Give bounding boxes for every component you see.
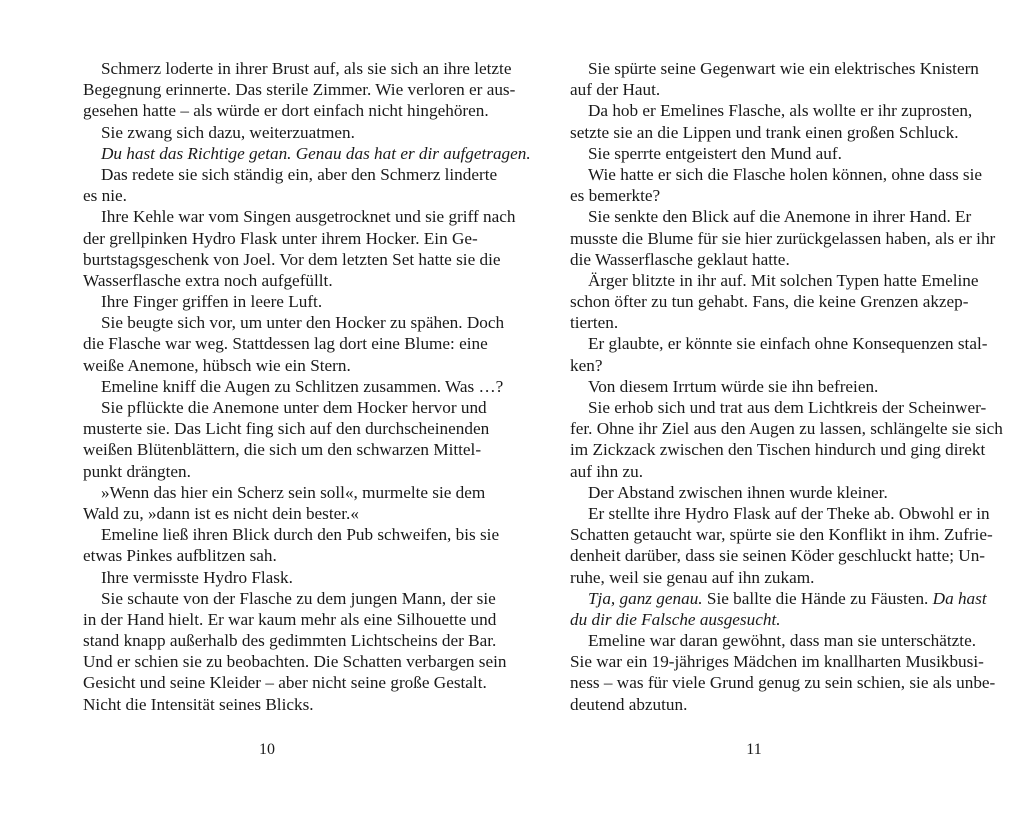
text-line: schon öfter zu tun gehabt. Fans, die keine Grenzen akzep- [570, 292, 969, 312]
italic-text-line: du dir die Falsche ausgesucht. [570, 609, 781, 629]
text-line: Da hob er Emelines Flasche, als wollte er ihr zuprosten, [588, 101, 973, 121]
text-line: stand knapp außerhalb des gedimmten Lichtscheins der Bar. [83, 631, 497, 651]
text-line: ness – was für viele Grund genug zu sein schien, sie als unbe- [570, 673, 996, 693]
page-number: 10 [259, 741, 275, 758]
text-line: Ärger blitzte in ihr auf. Mit solchen Typen hatte Emeline [588, 270, 979, 290]
text-line: weißen Blütenblättern, die sich um den schwarzen Mittel- [83, 440, 482, 460]
text-line: Ihre Finger griffen in leere Luft. [101, 292, 323, 312]
left-page [83, 58, 531, 778]
roman-text: Sie ballte die Hände zu Fäusten. [702, 588, 933, 608]
text-line: auf der Haut. [570, 80, 661, 100]
text-line: Sie beugte sich vor, um unter den Hocker zu spähen. Doch [101, 313, 505, 333]
text-line: Sie pflückte die Anemone unter dem Hocker hervor und [101, 398, 487, 417]
text-line: Wasserflasche extra noch aufgefüllt. [83, 270, 333, 290]
italic-text: Da hast [932, 588, 987, 608]
mixed-style-text-line [570, 588, 987, 609]
text-line: Gesicht und seine Kleider – aber nicht seine große Gestalt. [83, 673, 487, 693]
text-line: »Wenn das hier ein Scherz sein soll«, murmelte sie dem [101, 482, 486, 502]
text-line: Er stellte ihre Hydro Flask auf der Theke ab. Obwohl er in [588, 503, 990, 523]
text-line: setzte sie an die Lippen und trank einen großen Schluck. [570, 122, 959, 142]
text-line: fer. Ohne ihr Ziel aus den Augen zu lassen, schlängelte sie sich [570, 419, 1003, 439]
text-line: Sie erhob sich und trat aus dem Lichtkreis der Scheinwer- [588, 398, 987, 417]
text-line: Sie schaute von der Flasche zu dem jungen Mann, der sie [101, 588, 496, 608]
text-line: ruhe, weil sie genau auf ihn zukam. [570, 567, 815, 587]
text-line: Sie war ein 19-jähriges Mädchen im knallharten Musikbusi- [570, 652, 984, 672]
text-line: Schatten getaucht war, spürte sie den Konflikt in ihm. Zufrie- [570, 525, 993, 545]
text-line: es nie. [83, 186, 127, 206]
text-line: punkt drängten. [83, 461, 191, 481]
text-line: Wald zu, »dann ist es nicht dein bester.« [83, 503, 359, 523]
text-line: Ihre Kehle war vom Singen ausgetrocknet und sie griff nach [101, 207, 516, 227]
text-line: Von diesem Irrtum würde sie ihn befreien. [588, 376, 879, 396]
text-line: Schmerz loderte in ihrer Brust auf, als sie sich an ihre letzte [101, 59, 512, 78]
text-line: auf ihn zu. [570, 461, 644, 481]
text-line: burtstagsgeschenk von Joel. Vor dem letzten Set hatte sie die [83, 249, 501, 269]
right-page [570, 58, 1003, 778]
text-line: Und er schien sie zu beobachten. Die Schatten verbargen sein [83, 652, 507, 672]
text-line: es bemerkte? [570, 186, 661, 206]
text-line: Er glaubte, er könnte sie einfach ohne Konsequenzen stal- [588, 334, 988, 354]
italic-text-line: Du hast das Richtige getan. Genau das hat er dir aufgetragen. [101, 143, 531, 163]
text-line: gesehen hatte – als würde er dort einfach nicht hingehören. [83, 101, 489, 121]
text-line: Sie zwang sich dazu, weiterzuatmen. [101, 122, 355, 142]
text-line: in der Hand hielt. Er war kaum mehr als eine Silhouette und [83, 609, 497, 629]
text-line: etwas Pinkes aufblitzen sah. [83, 546, 277, 566]
text-line: der grellpinken Hydro Flask unter ihrem Hocker. Ein Ge- [83, 228, 478, 248]
text-line: ken? [570, 355, 603, 375]
text-line: weiße Anemone, hübsch wie ein Stern. [83, 355, 351, 375]
page-number: 11 [746, 741, 762, 758]
text-line: Ihre vermisste Hydro Flask. [101, 567, 293, 587]
text-line: die Flasche war weg. Stattdessen lag dort eine Blume: eine [83, 334, 488, 354]
text-line: Emeline war daran gewöhnt, dass man sie unterschätzte. [588, 631, 977, 651]
text-line: denheit darüber, dass sie seinen Köder geschluckt hatte; Un- [570, 546, 986, 566]
text-line: Nicht die Intensität seines Blicks. [83, 694, 314, 714]
text-line: Begegnung erinnerte. Das sterile Zimmer. Wie verloren er aus- [83, 80, 516, 100]
text-line: deutend abzutun. [570, 694, 688, 714]
italic-text: Tja, ganz genau. [588, 588, 703, 608]
text-line: Wie hatte er sich die Flasche holen können, ohne dass sie [588, 164, 983, 184]
text-line: Sie senkte den Blick auf die Anemone in ihrer Hand. Er [588, 207, 972, 227]
text-line: Emeline ließ ihren Blick durch den Pub schweifen, bis sie [101, 525, 500, 545]
text-line: musterte sie. Das Licht fing sich auf den durchscheinenden [83, 419, 490, 439]
text-line: im Zickzack zwischen den Tischen hindurch und ging direkt [570, 440, 986, 460]
text-line: tierten. [570, 313, 619, 333]
text-line: Das redete sie sich ständig ein, aber den Schmerz linderte [101, 164, 498, 184]
text-line: Der Abstand zwischen ihnen wurde kleiner. [588, 482, 888, 502]
text-line: Emeline kniff die Augen zu Schlitzen zusammen. Was …? [101, 376, 504, 396]
text-line: die Wasserflasche geklaut hatte. [570, 249, 790, 269]
text-line: Sie sperrte entgeistert den Mund auf. [588, 143, 842, 163]
text-line: Sie spürte seine Gegenwart wie ein elektrisches Knistern [588, 59, 979, 78]
text-line: musste die Blume für sie hier zurückgelassen haben, als er ihr [570, 228, 996, 248]
